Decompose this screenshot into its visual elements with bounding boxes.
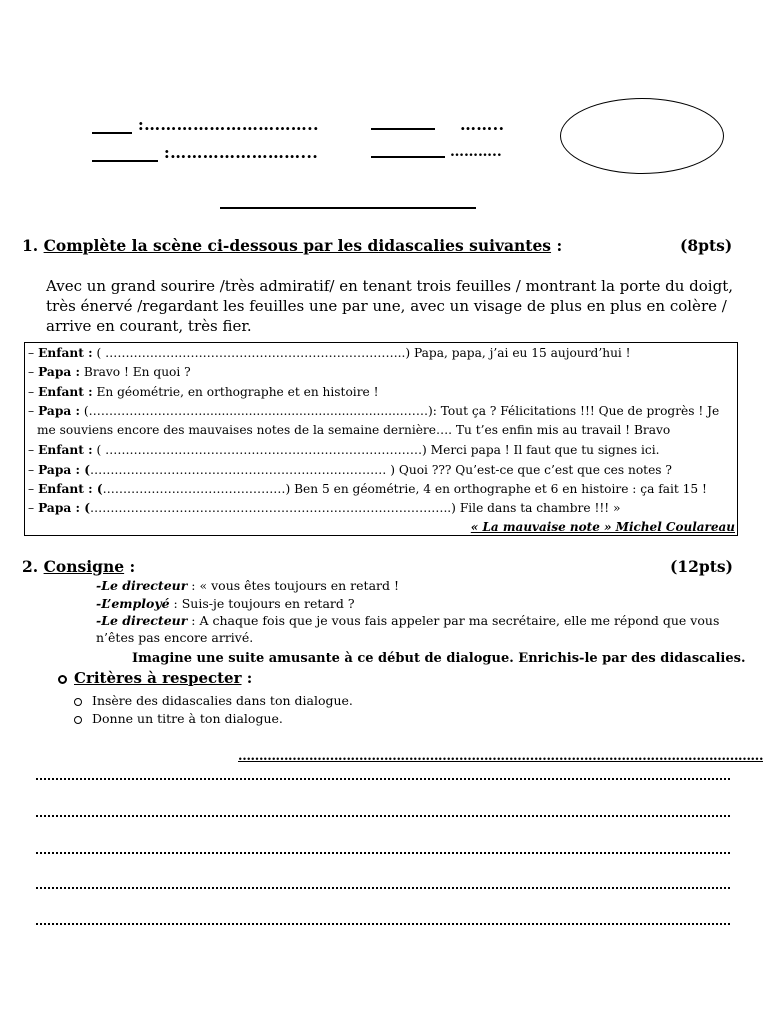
circle-bullet-icon: [74, 698, 82, 706]
speaker: -L’employé: [96, 596, 170, 611]
section-1-title: Complète la scène ci-dessous par les didascalies suivantes: [43, 236, 552, 255]
speaker: Papa : (: [38, 501, 90, 515]
blank-line: [371, 128, 435, 130]
blank-line: [371, 156, 445, 158]
section-1-colon: :: [551, 236, 563, 255]
speaker: Enfant : (: [38, 482, 103, 496]
consigne-line: [96, 596, 355, 611]
section-2-colon: :: [124, 557, 136, 576]
source-citation: « La mauvaise note » Michel Coulareau: [470, 520, 735, 534]
criteria-text: Donne un titre à ton dialogue.: [92, 711, 283, 726]
header-row-2: [92, 143, 318, 162]
section-2-heading: [22, 557, 135, 576]
blank-line: [92, 146, 158, 162]
header-row-2-left-text: :……………………...: [163, 143, 319, 162]
speaker: Enfant :: [38, 346, 93, 360]
dialogue-line: [28, 385, 379, 399]
title-dotted-line: ………………………………………………………………………………………………………………: [238, 749, 763, 764]
line-text: : « vous êtes toujours en retard !: [187, 578, 399, 593]
line-text: : Suis-je toujours en retard ?: [169, 596, 355, 611]
speaker: -Le directeur: [96, 613, 188, 628]
consigne-instruction: Imagine une suite amusante à ce début de dialogue. Enrichis-le par des didascalies.: [132, 651, 746, 666]
line-text: En géométrie, en orthographe et en histoire !: [92, 385, 379, 399]
header-row-1-right-text: ……..: [460, 115, 505, 134]
dialogue-line: [28, 482, 707, 496]
criteria-title: Critères à respecter: [74, 669, 242, 687]
writing-line: [36, 923, 730, 925]
title-blank-line: [220, 207, 476, 209]
criteria-item: [74, 711, 283, 726]
dialogue-line: [28, 463, 672, 477]
circle-bullet-icon: [58, 675, 67, 684]
consigne-line: [96, 613, 719, 628]
section-1-points: (8pts): [680, 236, 733, 255]
dash: –: [28, 385, 35, 399]
dash: –: [28, 346, 35, 360]
dialogue-line: [28, 404, 719, 418]
speaker: Enfant :: [38, 443, 93, 457]
line-text: n’êtes pas encore arrivé.: [96, 630, 254, 645]
dash: –: [28, 365, 35, 379]
section-2-title: Consigne: [43, 557, 125, 576]
speaker: -Le directeur: [96, 578, 188, 593]
section-1-number: 1.: [22, 236, 39, 255]
speaker: Papa :: [38, 404, 80, 418]
consigne-line: [96, 630, 253, 645]
intro-line: Avec un grand sourire /très admiratif/ en tenant trois feuilles / montrant la porte du doigt,: [46, 277, 733, 295]
dialogue-line: [28, 501, 620, 515]
line-text: me souviens encore des mauvaises notes de la semaine dernière…. Tu t’es enfin mis au travail ! Bravo: [37, 423, 671, 437]
criteria-colon: :: [241, 669, 253, 687]
line-text: ( ………………………………………………………………..) Papa, papa, j’ai eu 15 aujourd’hui !: [92, 346, 631, 360]
line-text: Bravo ! En quoi ?: [80, 365, 191, 379]
circle-bullet-icon: [74, 716, 82, 724]
dash: –: [28, 482, 35, 496]
line-text: : A chaque fois que je vous fais appeler par ma secrétaire, elle me répond que vous: [187, 613, 720, 628]
header-row-2-right-text: ………..: [450, 144, 502, 160]
intro-line: arrive en courant, très fier.: [46, 317, 252, 335]
dialogue-line: [28, 346, 631, 360]
dash: –: [28, 501, 35, 515]
section-2-number: 2.: [22, 557, 39, 576]
section-1-heading: [22, 236, 562, 255]
section-2-points: (12pts): [670, 557, 733, 576]
line-text: …………………………………………………….………… ) Quoi ??? Qu’est-ce que c’est que ces notes ?: [90, 463, 672, 477]
writing-line: [36, 852, 730, 854]
dialogue-line: [28, 443, 660, 457]
criteria-text: Insère des didascalies dans ton dialogue.: [92, 693, 353, 708]
speaker: Papa :: [38, 365, 80, 379]
speaker: Papa : (: [38, 463, 90, 477]
speaker: Enfant :: [38, 385, 93, 399]
line-text: ……………………………………………………………………………..) File dans ta chambre !!! »: [90, 501, 621, 515]
criteria-heading: [58, 669, 252, 687]
dialogue-line: [37, 423, 670, 437]
dash: –: [28, 443, 35, 457]
dash: –: [28, 404, 35, 418]
dialogue-line: [28, 365, 191, 379]
header-row-1-left-text: :…………………………..: [137, 115, 319, 134]
dash: –: [28, 463, 35, 477]
grade-oval: [560, 98, 724, 174]
consigne-line: [96, 578, 399, 593]
line-text: (……………………….....................................................……): Tout ça ? Félicitations !!! Que de progrès ! Je: [80, 404, 720, 418]
writing-line: [36, 887, 730, 889]
header-row-1: [92, 115, 319, 134]
writing-line: [36, 815, 730, 817]
blank-line: [92, 118, 132, 134]
section-1-intro: [46, 276, 746, 336]
intro-line: très énervé /regardant les feuilles une par une, avec un visage de plus en plus en colère /: [46, 297, 727, 315]
line-text: ( ……………………………………………………………………) Merci papa ! Il faut que tu signes ici.: [92, 443, 660, 457]
line-text: ………………………………………) Ben 5 en géométrie, 4 en orthographe et 6 en histoire : ça fait 15 !: [102, 482, 707, 496]
criteria-item: [74, 693, 353, 708]
writing-line: [36, 778, 730, 780]
